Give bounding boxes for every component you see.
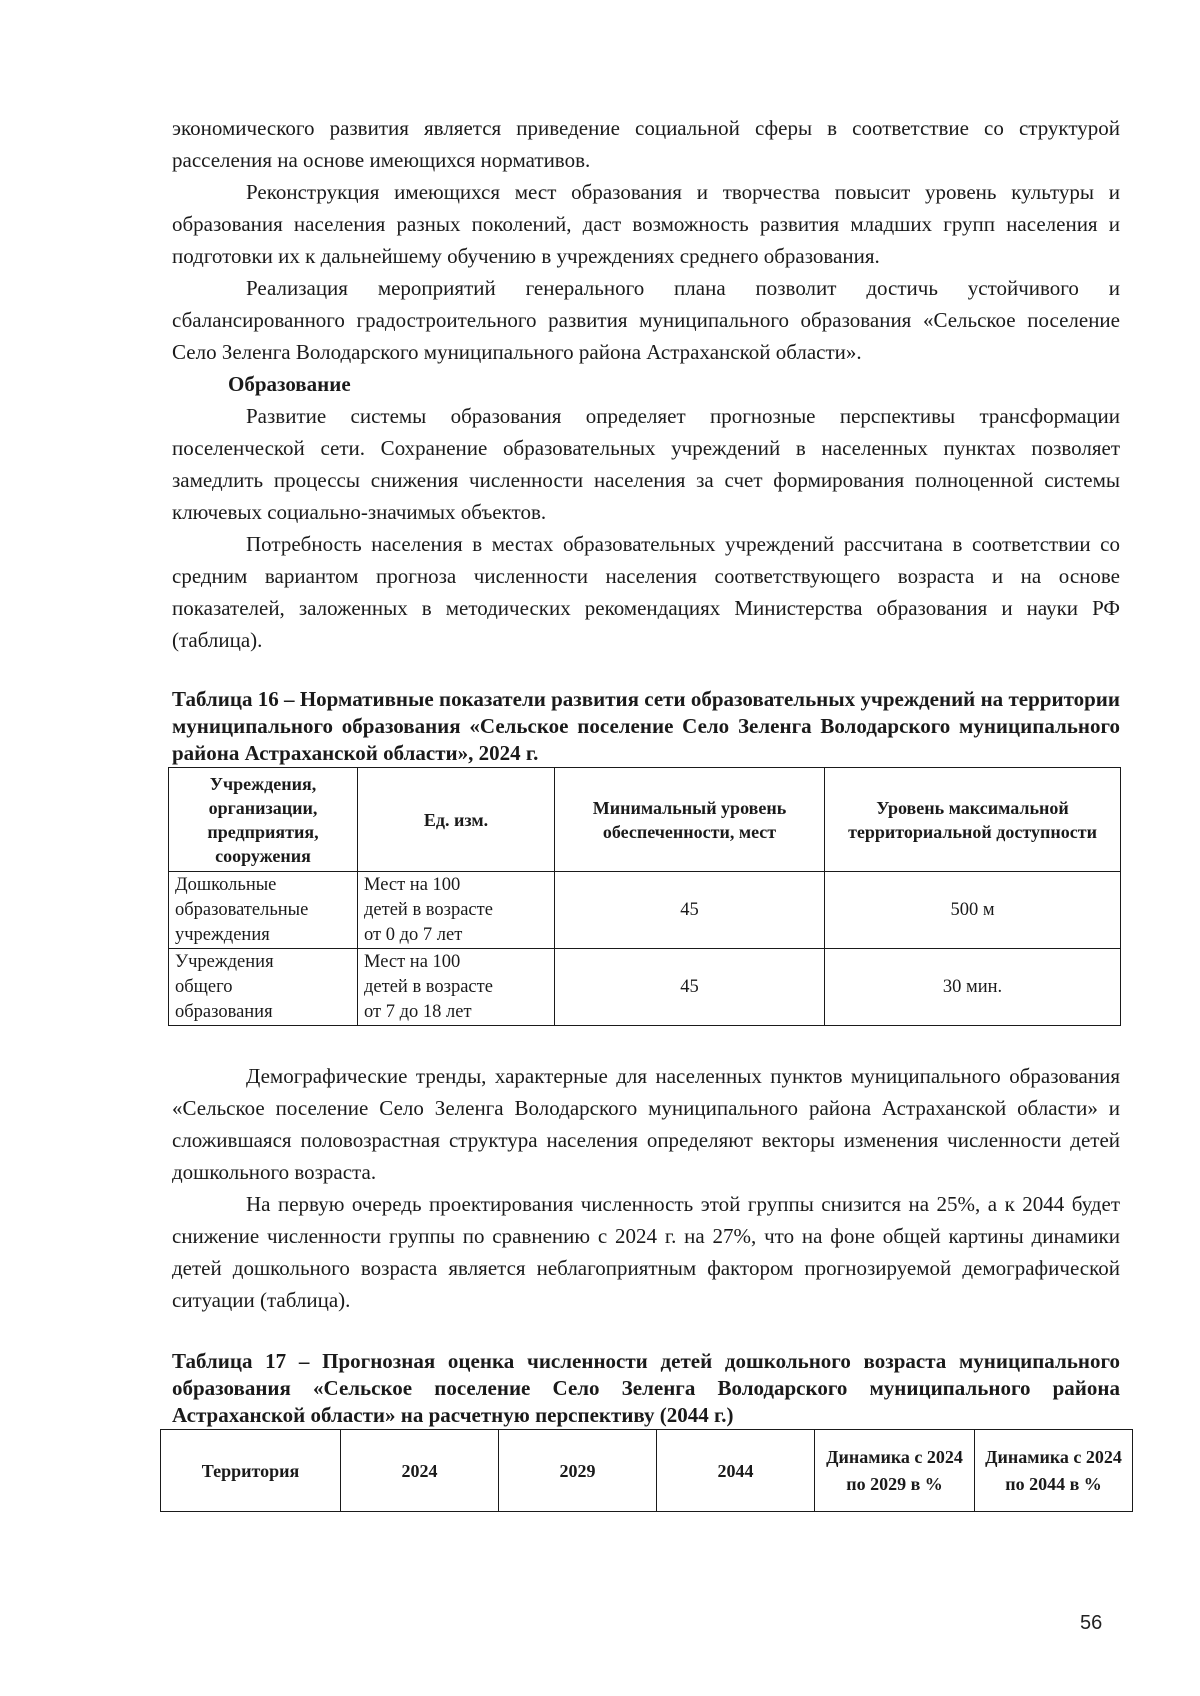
column-header: Динамика с 2024 по 2044 в % — [975, 1430, 1133, 1512]
intro-text — [172, 112, 1120, 368]
paragraph: Реализация мероприятий генерального плана позволит достичь устойчивого и сбалансированного градостроительного развития муниципального образования «Сельское поселение Село Зеленга Володарского муниципального района Астраханской области». — [172, 276, 1120, 364]
table-row — [169, 872, 1121, 949]
paragraph: Развитие системы образования определяет прогнозные перспективы трансформации поселенческой сети. Сохранение образовательных учреждений в населенных пунктах позволяет замедлить процессы снижения численности населения за счет формирования полноценной системы ключевых социально-значимых объектов. — [172, 404, 1120, 524]
institution-cell: Дошкольные образовательные учреждения — [169, 872, 358, 949]
column-header: Территория — [161, 1430, 341, 1512]
table-caption: Таблица 16 – Нормативные показатели развития сети образовательных учреждений на территории муниципального образования «Сельское поселение Село Зеленга Володарского муниципального района Астраханской области», 2024 г. — [172, 687, 1120, 765]
min-level-cell: 45 — [555, 949, 825, 1026]
column-header: Уровень максимальной территориальной доступности — [825, 768, 1121, 872]
paragraph: экономического развития является приведение социальной сферы в соответствие со структурой расселения на основе имеющихся нормативов. — [172, 116, 1120, 172]
column-header: Ед. изм. — [358, 768, 555, 872]
column-header: 2029 — [499, 1430, 657, 1512]
table-row — [169, 949, 1121, 1026]
demography-text — [172, 1060, 1120, 1316]
institution-cell: Учреждения общего образования — [169, 949, 358, 1026]
unit-cell: Мест на 100 детей в возрасте от 0 до 7 лет — [358, 872, 555, 949]
document-page — [172, 112, 1120, 1512]
column-header: Учреждения, организации, предприятия, сооружения — [169, 768, 358, 872]
education-text — [172, 400, 1120, 656]
paragraph: Реконструкция имеющихся мест образования и творчества повысит уровень культуры и образования населения разных поколений, даст возможность развития младших групп населения и подготовки их к дальнейшему обучению в учреждениях среднего образования. — [172, 180, 1120, 268]
table-header-row — [161, 1430, 1133, 1512]
paragraph: Демографические тренды, характерные для населенных пунктов муниципального образования «Сельское поселение Село Зеленга Володарского муниципального района Астраханской области» и сложившаяся половозрастная структура населения определяют векторы изменения численности детей дошкольного возраста. — [172, 1064, 1120, 1184]
page-number: 56 — [1080, 1612, 1103, 1634]
min-level-cell: 45 — [555, 872, 825, 949]
column-header: Динамика с 2024 по 2029 в % — [815, 1430, 975, 1512]
unit-cell: Мест на 100 детей в возрасте от 7 до 18 лет — [358, 949, 555, 1026]
column-header: 2024 — [341, 1430, 499, 1512]
forecast-table — [160, 1429, 1133, 1512]
column-header: 2044 — [657, 1430, 815, 1512]
table-caption: Таблица 17 – Прогнозная оценка численности детей дошкольного возраста муниципального образования «Сельское поселение Село Зеленга Володарского муниципального района Астраханской области» на расчетную перспективу (2044 г.) — [172, 1349, 1120, 1427]
section-heading: Образование — [228, 372, 351, 396]
table-header-row — [169, 768, 1121, 872]
norms-table — [168, 767, 1121, 1026]
column-header: Минимальный уровень обеспеченности, мест — [555, 768, 825, 872]
paragraph: На первую очередь проектирования численность этой группы снизится на 25%, а к 2044 будет снижение численности группы по сравнению с 2024 г. на 27%, что на фоне общей картины динамики детей дошкольного возраста является неблагоприятным фактором прогнозируемой демографической ситуации (таблица). — [172, 1192, 1120, 1312]
access-cell: 500 м — [825, 872, 1121, 949]
paragraph: Потребность населения в местах образовательных учреждений рассчитана в соответствии со средним вариантом прогноза численности населения соответствующего возраста и на основе показателей, заложенных в методических рекомендациях Министерства образования и науки РФ (таблица). — [172, 532, 1120, 652]
access-cell: 30 мин. — [825, 949, 1121, 1026]
